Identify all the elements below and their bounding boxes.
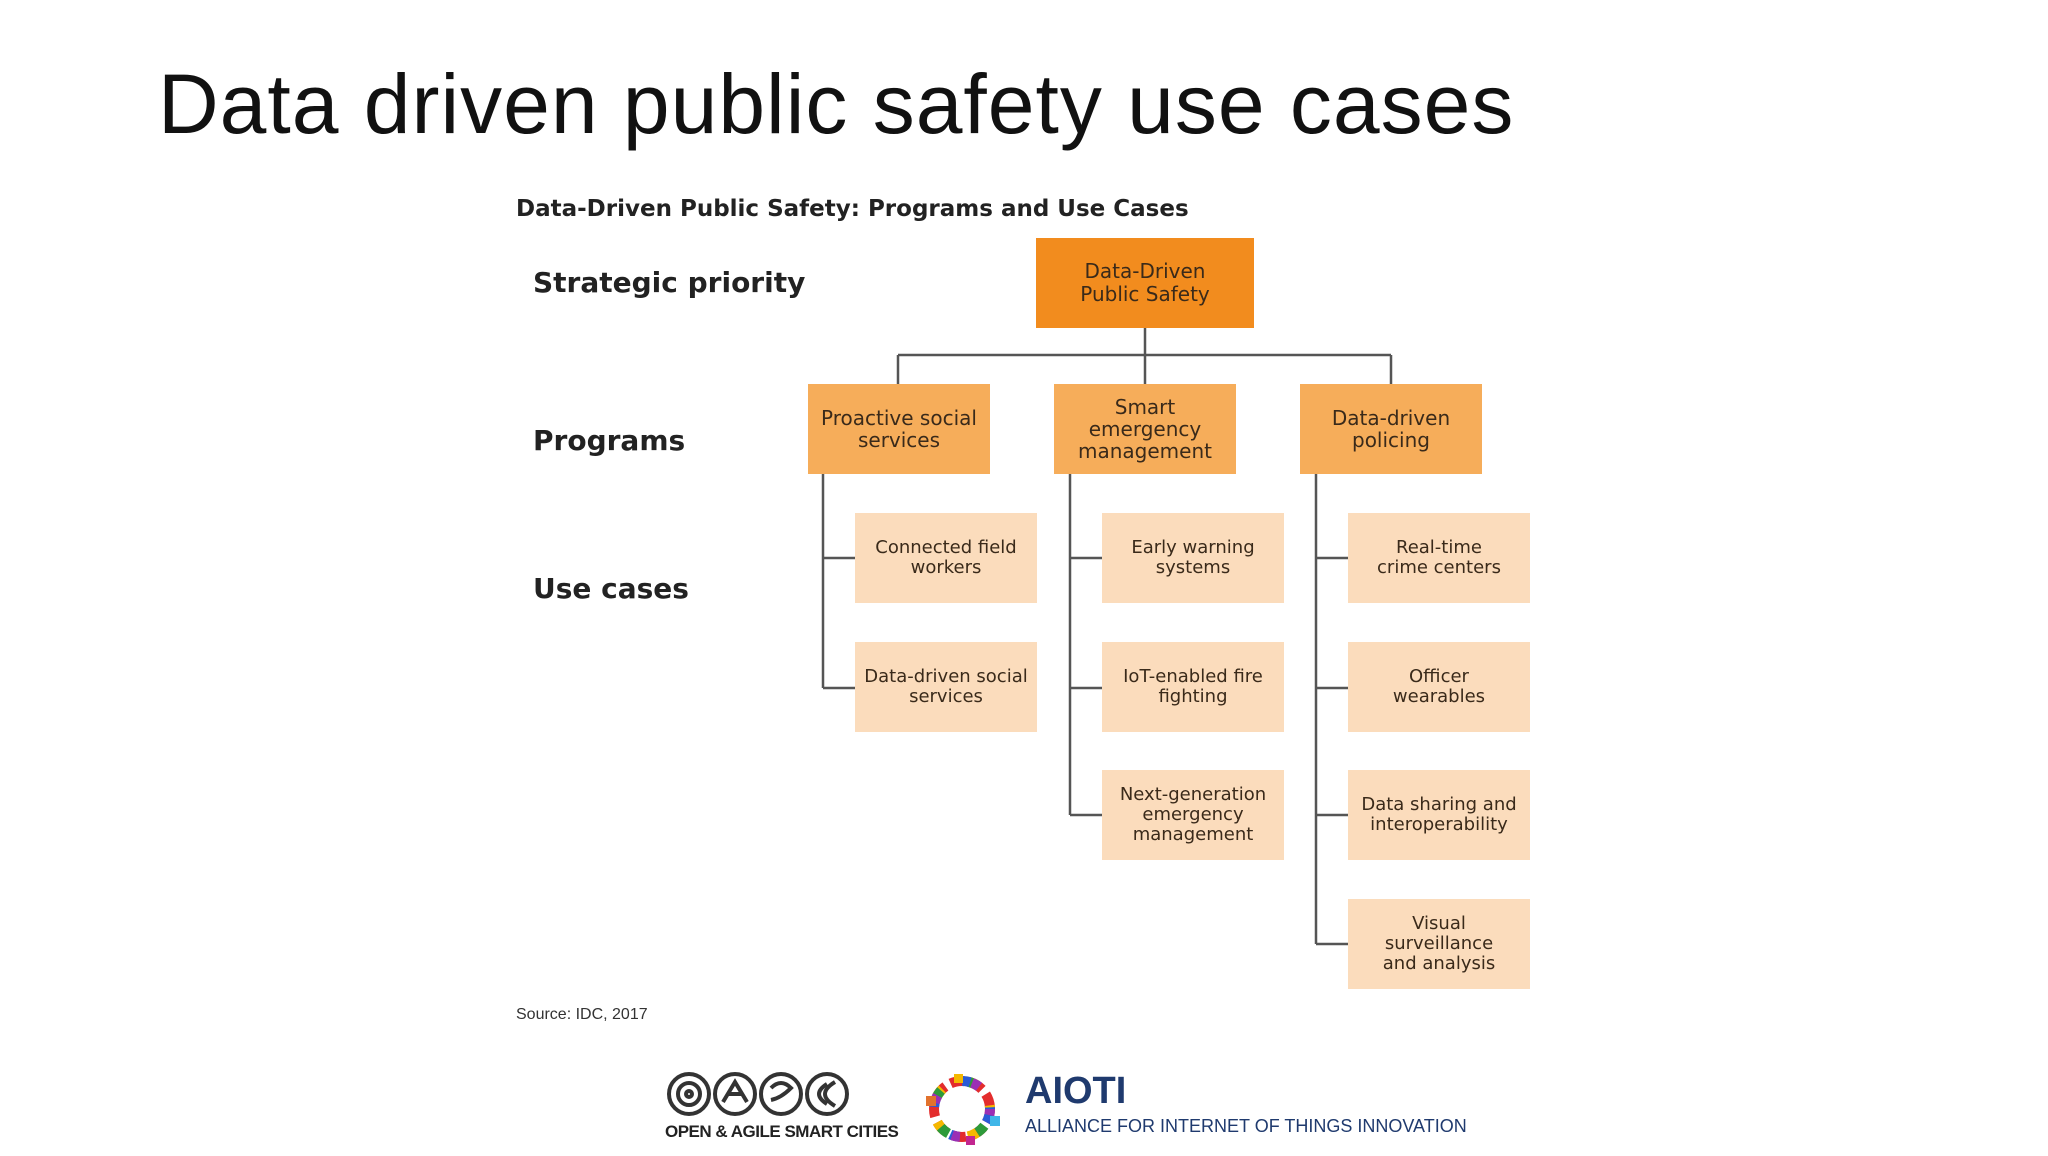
slide-title: Data driven public safety use cases	[158, 57, 1515, 151]
source-note: Source: IDC, 2017	[516, 1006, 648, 1023]
aioti-logo-name: AIOTI	[1025, 1070, 1127, 1112]
row-label-strategic-priority: Strategic priority	[533, 266, 806, 299]
node-usecase-connected-field-workers: Connected field workers	[855, 513, 1037, 603]
node-usecase-visual-surveillance-analysis: Visual surveillance and analysis	[1348, 899, 1530, 989]
node-usecase-real-time-crime-centers: Real-time crime centers	[1348, 513, 1530, 603]
node-usecase-iot-enabled-fire-fighting: IoT-enabled fire fighting	[1102, 642, 1284, 732]
aioti-logo	[910, 1066, 1467, 1152]
oasc-logo	[665, 1068, 899, 1146]
oasc-logo-mark-icon	[665, 1068, 855, 1120]
node-usecase-next-generation-emergency-management: Next-generation emergency management	[1102, 770, 1284, 860]
node-root: Data-Driven Public Safety	[1036, 238, 1254, 328]
aioti-logo-mark-icon	[910, 1066, 1015, 1152]
node-usecase-data-sharing-interoperability: Data sharing and interoperability	[1348, 770, 1530, 860]
aioti-logo-tagline: ALLIANCE FOR INTERNET OF THINGS INNOVATION	[1025, 1116, 1467, 1136]
node-usecase-data-driven-social-services: Data-driven social services	[855, 642, 1037, 732]
node-program-proactive-social-services: Proactive social services	[808, 384, 990, 474]
node-usecase-early-warning-systems: Early warning systems	[1102, 513, 1284, 603]
oasc-logo-text: OPEN & AGILE SMART CITIES	[665, 1122, 899, 1141]
row-label-programs: Programs	[533, 424, 686, 457]
node-usecase-officer-wearables: Officer wearables	[1348, 642, 1530, 732]
node-program-smart-emergency-management: Smart emergency management	[1054, 384, 1236, 474]
figure-title: Data-Driven Public Safety: Programs and Use Cases	[516, 196, 1189, 222]
row-label-use-cases: Use cases	[533, 572, 689, 605]
node-program-data-driven-policing: Data-driven policing	[1300, 384, 1482, 474]
